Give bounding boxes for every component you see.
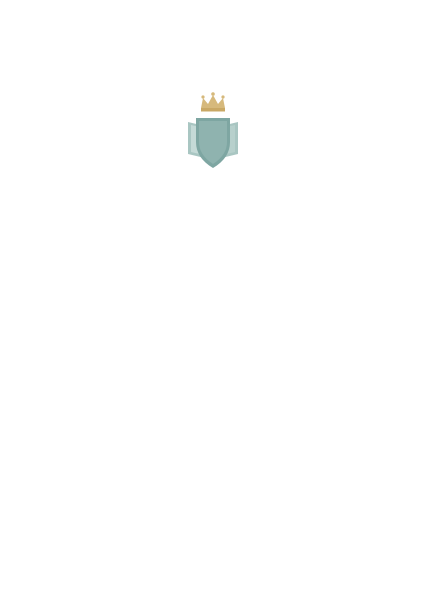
crown-icon bbox=[201, 92, 225, 111]
shield-icon bbox=[196, 118, 230, 168]
university-crest-icon bbox=[158, 80, 268, 190]
